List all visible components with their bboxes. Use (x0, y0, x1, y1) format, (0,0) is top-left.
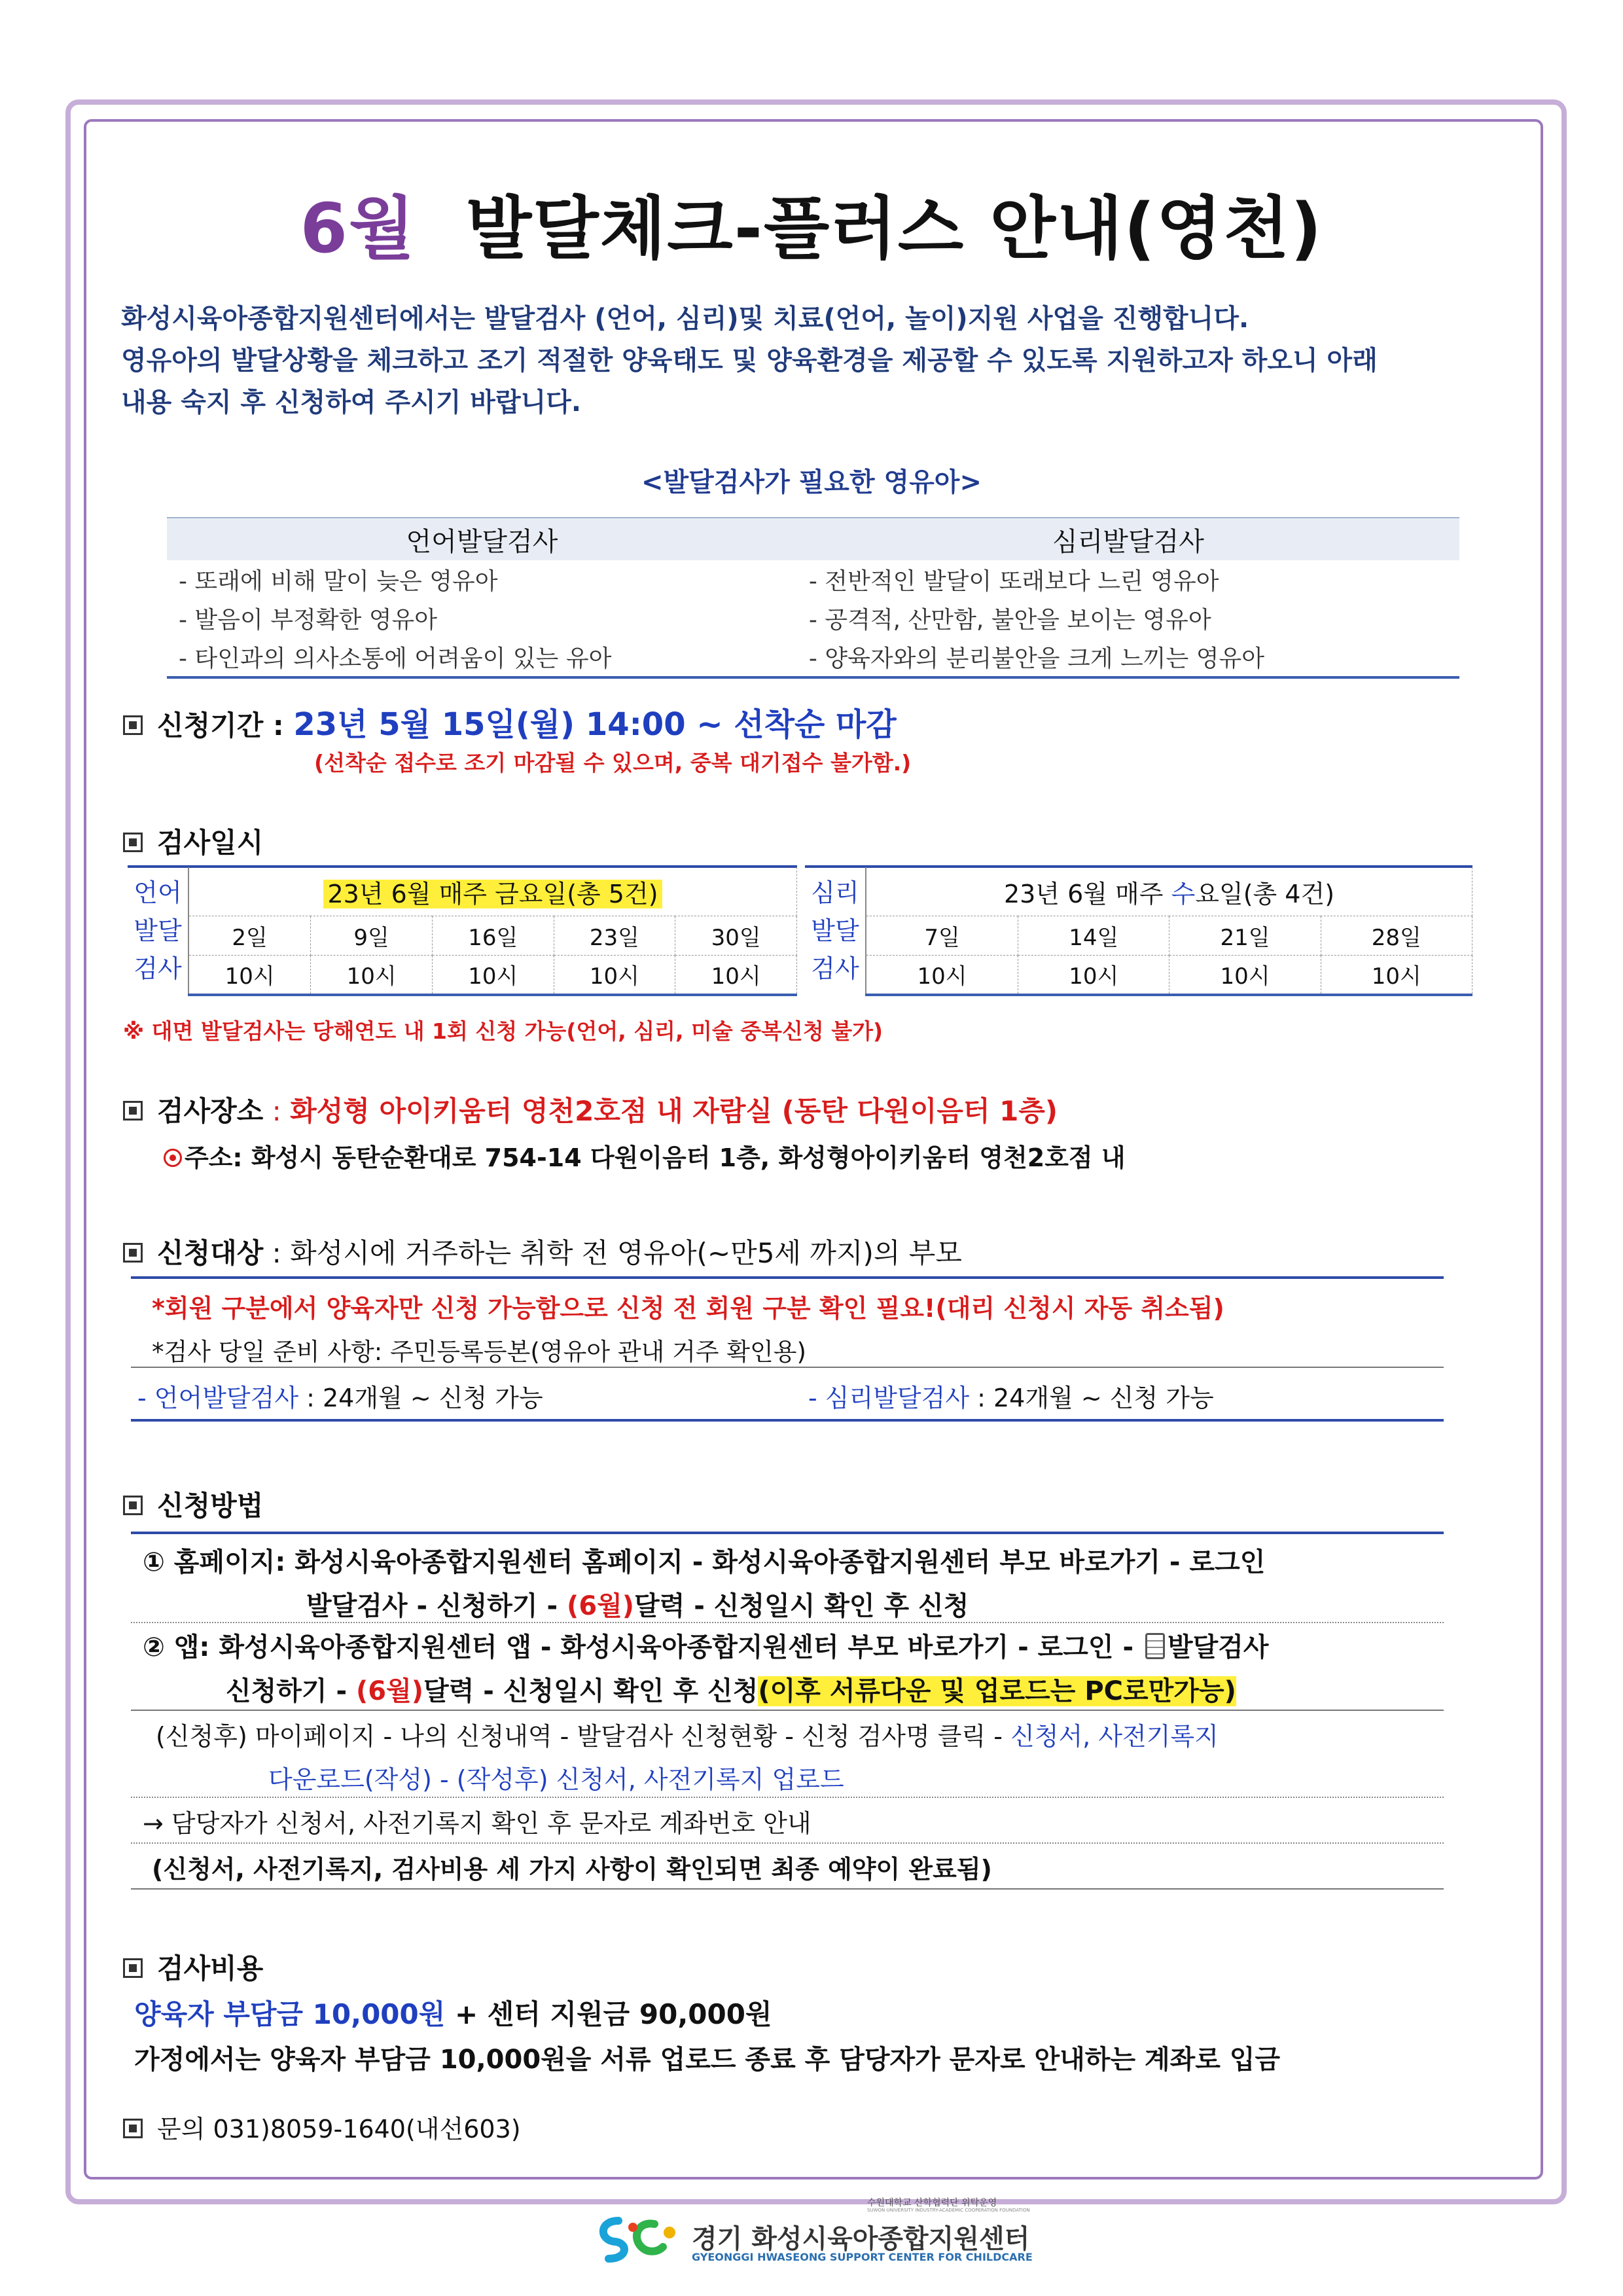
method-section-label (123, 1484, 263, 1524)
text-part: (6월) (356, 1676, 424, 1706)
table-cell: - 타인과의 의사소통에 어려움이 있는 유아 (167, 637, 797, 677)
target-label: 신청대상 (157, 1237, 264, 1269)
text-part: 달력 - 신청일시 확인 후 신청 (423, 1676, 758, 1706)
cost-center-share: + 센터 지원금 90,000원 (445, 1998, 772, 2030)
center-logo-icon (592, 2201, 684, 2267)
table-row (167, 560, 1459, 599)
method-line-8: (신청서, 사전기록지, 검사비용 세 가지 사항이 확인되면 최종 예약이 완료됨) (152, 1855, 992, 1884)
target-prep: *검사 당일 준비 사항: 주민등록등본(영유아 관내 거주 확인용) (152, 1338, 806, 1366)
schedule-psych-header (866, 867, 1472, 916)
method-label: 신청방법 (157, 1490, 264, 1522)
square-bullet-icon (123, 715, 143, 735)
time-cell: 10시 (311, 956, 433, 995)
method-line-5 (156, 1716, 1219, 1752)
need-section-label: <발달검사가 필요한 영유아> (641, 467, 982, 497)
method-top-rule (131, 1532, 1444, 1534)
method-mid-rule (131, 1710, 1444, 1711)
method-line-3 (143, 1626, 1269, 1664)
text-part: (6월) (567, 1591, 635, 1621)
square-bullet-icon (123, 1101, 143, 1121)
method-dotted-rule (131, 1797, 1444, 1798)
target-language-age (137, 1378, 543, 1414)
time-cell: 10시 (866, 956, 1018, 995)
header-day: 수 (1171, 879, 1196, 908)
page-title (0, 173, 1623, 272)
side-label-line: 검사 (811, 954, 859, 984)
target-section (123, 1232, 962, 1271)
intro-line: 영유아의 발달상황을 체크하고 조기 적절한 양육태도 및 양육환경을 제공할 수 있도록 지원하고자 하오니 아래 (121, 346, 1378, 376)
target-language-value: : 24개월 ~ 신청 가능 (298, 1384, 543, 1412)
schedule-language-header (188, 867, 797, 916)
text-part: 발달검사 - 신청하기 - (306, 1591, 567, 1621)
table-cell: - 양육자와의 분리불안을 크게 느끼는 영유아 (797, 637, 1459, 677)
date-cell: 28일 (1321, 916, 1472, 956)
location-target-icon (164, 1149, 182, 1167)
text-part-highlight: (이후 서류다운 및 업로드는 PC로만가능) (758, 1676, 1236, 1706)
side-label-line: 심리 (811, 878, 859, 908)
target-psych-value: : 24개월 ~ 신청 가능 (969, 1384, 1214, 1412)
side-label-line: 발달 (134, 916, 182, 946)
intro-paragraph (121, 298, 1515, 423)
date-cell: 9일 (311, 916, 433, 956)
contact-section (123, 2109, 521, 2145)
footer-center-name-en: GYEONGGI HWASEONG SUPPORT CENTER FOR CHILDCARE (692, 2251, 1033, 2263)
target-value: : 화성시에 거주하는 취학 전 영유아(~만5세 까지)의 부모 (263, 1237, 962, 1269)
cost-line-2: 가정에서는 양육자 부담금 10,000원을 서류 업로드 종료 후 담당자가 문자로 안내하는 계좌로 입금 (134, 2045, 1281, 2075)
target-warning: *회원 구분에서 양육자만 신청 가능함으로 신청 전 회원 구분 확인 필요!(대리 신청시 자동 취소됨) (152, 1294, 1224, 1323)
date-cell: 7일 (866, 916, 1018, 956)
place-sep: : (263, 1095, 291, 1127)
table-row (167, 599, 1459, 637)
title-text: 발달체크-플러스 안내(영천) (465, 188, 1323, 268)
time-cell: 10시 (675, 956, 797, 995)
method-line-2 (306, 1585, 969, 1623)
text-part: (신청후) 마이페이지 - 나의 신청내역 - 발달검사 신청현황 - 신청 검사명 클릭 - (156, 1722, 1011, 1751)
date-cell: 30일 (675, 916, 797, 956)
schedule-note: ※ 대면 발달검사는 당해연도 내 1회 신청 가능(언어, 심리, 미술 중복신청 불가) (123, 1018, 883, 1044)
method-line-4 (226, 1670, 1236, 1708)
title-month: 6월 (300, 188, 416, 268)
period-value: 23년 5월 15일(월) 14:00 ~ 선착순 마감 (293, 706, 897, 743)
schedule-psych-side-label (805, 867, 866, 995)
time-cell: 10시 (554, 956, 675, 995)
method-line-7: → 담당자가 신청서, 사전기록지 확인 후 문자로 계좌번호 안내 (143, 1809, 812, 1838)
period-section (123, 699, 897, 744)
schedule-psych-table (805, 867, 1472, 996)
text-part: ② 앱: 화성시육아종합지원센터 앱 - 화성시육아종합지원센터 부모 바로가기 - 로그인 - (143, 1632, 1143, 1662)
time-cell: 10시 (1321, 956, 1472, 995)
method-line-1: ① 홈페이지: 화성시육아종합지원센터 홈페이지 - 화성시육아종합지원센터 부모 바로가기 - 로그인 (143, 1547, 1266, 1577)
table-cell: - 공격적, 산만함, 불안을 보이는 영유아 (808, 607, 1211, 634)
schedule-language-side-label (128, 867, 188, 995)
target-mid-rule (131, 1367, 1444, 1368)
square-bullet-icon (123, 1243, 143, 1263)
time-cell: 10시 (432, 956, 554, 995)
text-part: 신청하기 - (226, 1676, 357, 1706)
method-dotted-rule (131, 1842, 1444, 1844)
schedule-section-label (123, 821, 263, 861)
period-label: 신청기간 : (157, 709, 284, 742)
cost-line-1 (134, 1993, 772, 2032)
date-cell: 16일 (432, 916, 554, 956)
square-bullet-icon (123, 1958, 143, 1978)
text-part: 발달검사 (1167, 1632, 1269, 1662)
side-label-line: 발달 (811, 916, 859, 946)
target-psych-age (808, 1378, 1214, 1414)
square-bullet-icon (123, 833, 143, 852)
date-cell: 14일 (1018, 916, 1169, 956)
method-dotted-rule (131, 1622, 1444, 1623)
time-cell: 10시 (1169, 956, 1321, 995)
square-bullet-icon (123, 1496, 143, 1515)
side-label-line: 검사 (134, 954, 182, 984)
side-label-line: 언어 (134, 878, 182, 908)
target-psych-label: - 심리발달검사 (808, 1384, 970, 1412)
table-row (167, 637, 1459, 677)
time-cell: 10시 (1018, 956, 1169, 995)
date-cell: 2일 (188, 916, 311, 956)
footer-tagline-en: SUWON UNIVERSITY INDUSTRY-ACADEMIC COOPERATION FOUNDATION (867, 2208, 1030, 2213)
place-value: 화성형 아이키움터 영천2호점 내 자람실 (동탄 다원이음터 1층) (290, 1095, 1058, 1127)
need-header-language: 언어발달검사 (167, 518, 797, 560)
text-part: 신청서, 사전기록지 (1010, 1722, 1219, 1751)
intro-line: 내용 숙지 후 신청하여 주시기 바랍니다. (121, 387, 582, 418)
target-bottom-rule (131, 1419, 1444, 1422)
cost-parent-share: 양육자 부담금 10,000원 (134, 1998, 446, 2030)
place-section (123, 1090, 1058, 1129)
method-bottom-rule (131, 1888, 1444, 1890)
place-label: 검사장소 (157, 1095, 264, 1127)
schedule-language-header-text: 23년 6월 매주 금요일(총 5건) (323, 880, 662, 908)
place-address (164, 1138, 1126, 1174)
date-cell: 23일 (554, 916, 675, 956)
text-part: 달력 - 신청일시 확인 후 신청 (634, 1591, 969, 1621)
header-part: 요일(총 4건) (1195, 879, 1335, 908)
cost-section-label (123, 1947, 263, 1986)
table-cell: - 전반적인 발달이 또래보다 느린 영유아 (808, 568, 1219, 595)
target-language-label: - 언어발달검사 (137, 1384, 299, 1412)
intro-line: 화성시육아종합지원센터에서는 발달검사 (언어, 심리)및 치료(언어, 놀이)지원 사업을 진행합니다. (121, 304, 1249, 334)
schedule-language-table (128, 867, 797, 996)
period-note: (선착순 접수로 조기 마감될 수 있으며, 중복 대기접수 불가함.) (314, 750, 912, 776)
time-cell: 10시 (188, 956, 311, 995)
place-address-text: 주소: 화성시 동탄순환대로 754-14 다원이음터 1층, 화성형아이키움터 영천2호점 내 (185, 1143, 1126, 1172)
cost-label: 검사비용 (157, 1952, 264, 1984)
clipboard-icon (1145, 1633, 1165, 1659)
table-cell: - 발음이 부정확한 영유아 (179, 607, 438, 634)
date-cell: 21일 (1169, 916, 1321, 956)
square-bullet-icon (123, 2119, 143, 2138)
contact-text: 문의 031)8059-1640(내선603) (157, 2115, 521, 2144)
footer-tagline: 수원대학교 산학협력단 위탁운영 (867, 2198, 997, 2208)
footer-center-name: 경기 화성시육아종합지원센터 (692, 2224, 1030, 2254)
table-cell: - 또래에 비해 말이 늦은 영유아 (179, 568, 498, 595)
method-line-6: 다운로드(작성) - (작성후) 신청서, 사전기록지 업로드 (268, 1765, 844, 1794)
header-part: 23년 6월 매주 (1003, 879, 1171, 908)
schedule-label: 검사일시 (157, 827, 264, 859)
need-table (167, 517, 1459, 679)
target-top-rule (131, 1276, 1444, 1279)
need-header-psych: 심리발달검사 (797, 518, 1459, 560)
